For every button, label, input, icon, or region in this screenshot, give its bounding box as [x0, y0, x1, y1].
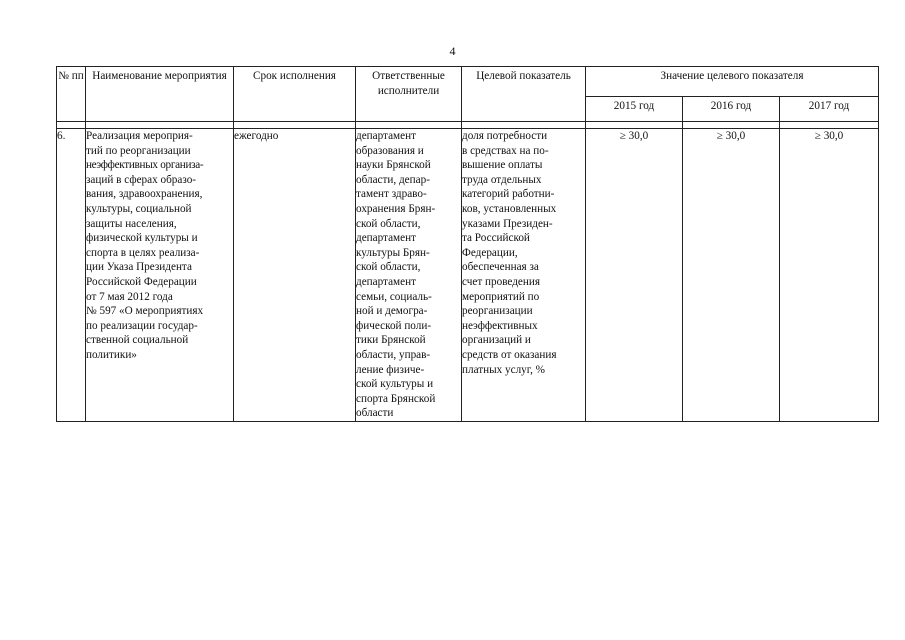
text-line: образования и	[356, 144, 424, 157]
text-line: доля потребности	[462, 130, 548, 142]
measures-table	[56, 66, 879, 422]
header-num: № пп	[57, 67, 86, 122]
text-line: ление физиче-	[356, 363, 425, 376]
value-2017	[780, 129, 879, 422]
text-line: счет проведения	[462, 275, 541, 288]
ge-symbol: ≥	[619, 130, 626, 142]
text-line: категорий работни-	[462, 188, 555, 201]
header-year-2016: 2016 год	[683, 96, 780, 121]
text-line: ции Указа Президента	[86, 261, 192, 274]
text-line: платных услуг, %	[462, 363, 546, 376]
text-line: вышение оплаты	[462, 159, 543, 172]
ge-symbol: ≥	[814, 130, 821, 142]
text-line: обеспеченная за	[462, 261, 539, 274]
text-line: указами Президен-	[462, 217, 553, 230]
text-line: культуры, социальной	[86, 202, 192, 215]
text-line: Реализация мероприя-	[86, 130, 193, 142]
value-number: 30,0	[823, 130, 844, 142]
text-line: ской области,	[356, 261, 421, 274]
text-line: спорта в целях реализа-	[86, 246, 200, 259]
text-line: департамент	[356, 232, 416, 245]
text-line: культуры Брян-	[356, 246, 430, 259]
text-line: та Российской	[462, 232, 530, 245]
text-line: науки Брянской	[356, 159, 431, 172]
text-line: труда отдельных	[462, 173, 542, 186]
text-line: в средствах на по-	[462, 144, 549, 157]
header-name: Наименование мероприятия	[86, 67, 234, 122]
text-line: физической культуры и	[86, 232, 198, 245]
text-line: № 597 «О мероприятиях	[86, 305, 204, 318]
text-line: тий по реорганизации	[86, 144, 191, 157]
header-target-value: Значение целевого показателя	[586, 67, 879, 97]
text-line: ской области,	[356, 217, 421, 230]
text-line: фической поли-	[356, 319, 432, 332]
table-row	[57, 129, 879, 422]
text-line: тики Брянской	[356, 334, 426, 347]
text-line: средств от оказания	[462, 348, 557, 361]
text-line: области	[356, 407, 394, 420]
text-line: семьи, социаль-	[356, 290, 432, 303]
text-line: департамент	[356, 275, 416, 288]
value-number: 30,0	[628, 130, 649, 142]
text-line: защиты населения,	[86, 217, 177, 230]
text-line: ков, установленных	[462, 202, 557, 215]
text-line: неэффективных организа-	[86, 159, 204, 172]
text-line: организаций и	[462, 334, 531, 347]
text-line: заций в сферах образо-	[86, 173, 197, 186]
text-line: ной и демогра-	[356, 305, 428, 318]
header-deadline: Срок исполнения	[234, 67, 356, 122]
text-line: реорганизации	[462, 305, 533, 318]
page-number: 4	[449, 44, 456, 58]
text-line: охранения Брян-	[356, 202, 436, 215]
text-line: вания, здравоохранения,	[86, 188, 203, 201]
text-line: тамент здраво-	[356, 188, 427, 201]
ge-symbol: ≥	[716, 130, 723, 142]
text-line: неэффективных	[462, 319, 538, 332]
header-indicator: Целевой показатель	[462, 67, 586, 122]
text-line: департамент	[356, 130, 416, 142]
value-number: 30,0	[725, 130, 746, 142]
text-line: Российской Федерации	[86, 275, 197, 288]
deadline-cell: ежегодно	[234, 129, 356, 422]
value-2016	[683, 129, 780, 422]
measure-name	[86, 129, 234, 422]
text-line: области, управ-	[356, 348, 431, 361]
text-line: области, депар-	[356, 173, 430, 186]
value-2015	[586, 129, 683, 422]
indicator-cell	[462, 129, 586, 422]
text-line: от 7 мая 2012 года	[86, 290, 173, 303]
header-responsible: Ответственные исполнители	[356, 67, 462, 122]
text-line: ственной социальной	[86, 334, 189, 347]
text-line: Федерации,	[462, 246, 518, 259]
text-line: по реализации государ-	[86, 319, 198, 332]
header-year-2015: 2015 год	[586, 96, 683, 121]
text-line: спорта Брянской	[356, 392, 436, 405]
header-year-2017: 2017 год	[780, 96, 879, 121]
text-line: ской культуры и	[356, 378, 434, 391]
responsible-cell	[356, 129, 462, 422]
text-line: мероприятий по	[462, 290, 540, 303]
text-line: политики»	[86, 348, 137, 361]
row-num: 6.	[57, 129, 86, 422]
